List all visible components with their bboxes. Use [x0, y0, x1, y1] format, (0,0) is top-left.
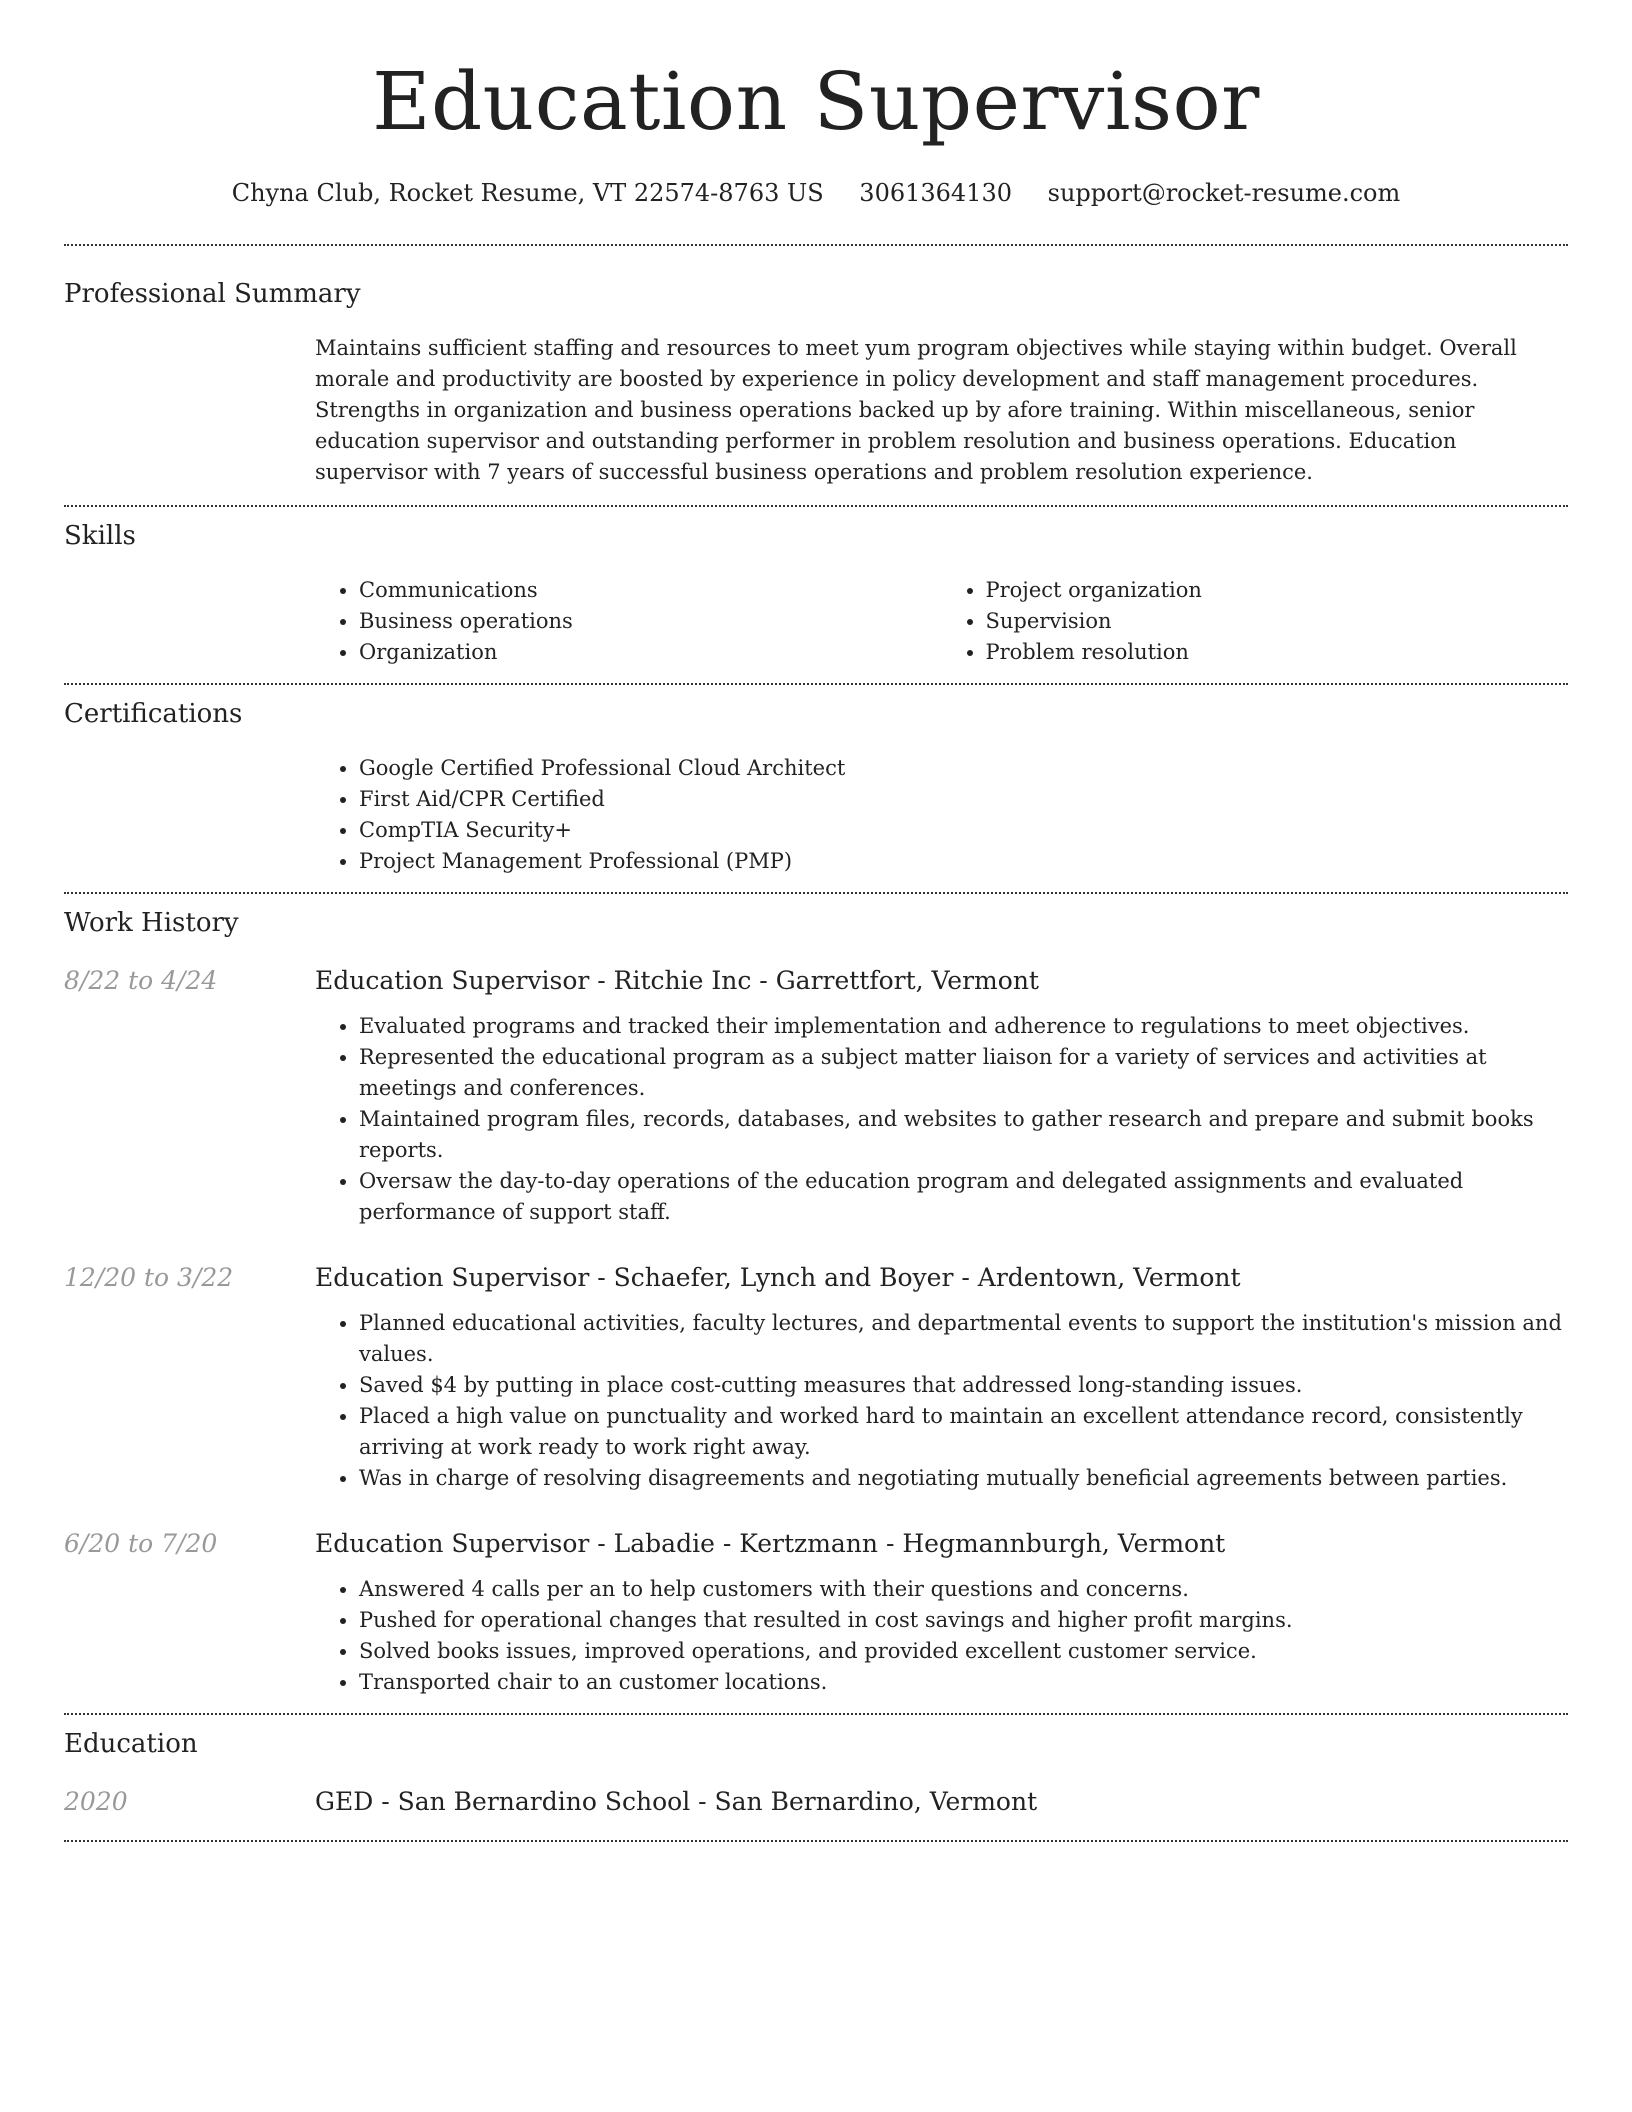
job-entry — [64, 965, 1568, 1228]
job-bullet: • Placed a high value on punctuality and worked hard to maintain an excellent attendance record, consistently arriving at work ready to work right away. — [359, 1401, 1568, 1463]
certifications-section — [64, 685, 1568, 877]
job-bullet: • Represented the educational program as a subject matter liaison for a variety of services and activities at meetings and conferences. — [359, 1042, 1568, 1104]
education-section — [64, 1715, 1568, 1818]
resume-header — [64, 0, 1568, 208]
candidate-name: Education Supervisor — [372, 55, 1260, 148]
contact-line — [64, 178, 1568, 208]
job-bullet: • Was in charge of resolving disagreements and negotiating mutually beneficial agreements between parties. — [359, 1463, 1568, 1494]
job-bullet: • Pushed for operational changes that resulted in cost savings and higher profit margins. — [359, 1605, 1568, 1636]
job-dates: 6/20 to 7/20 — [64, 1529, 218, 1558]
certification-item: • CompTIA Security+ — [359, 815, 1568, 846]
certification-item: • Project Management Professional (PMP) — [359, 846, 1568, 877]
contact-phone: 3061364130 — [859, 179, 1012, 207]
skill-item: • Business operations — [359, 606, 942, 637]
skill-item: • Organization — [359, 637, 942, 668]
job-bullet: • Planned educational activities, faculty lectures, and departmental events to support the institution's mission and values. — [359, 1308, 1568, 1370]
education-heading: Education — [64, 1729, 198, 1759]
skills-section — [64, 507, 1568, 668]
certifications-list — [315, 753, 1568, 877]
section-divider — [64, 1840, 1568, 1842]
summary-heading: Professional Summary — [64, 279, 361, 309]
summary-text: Maintains sufficient staffing and resources to meet yum program objectives while staying within budget. Overall morale and productivity are boosted by experience in policy development and staff management procedures. Strengths in organization and business operations backed up by afore training. Within miscellaneous, senior education supervisor and outstanding performer in problem resolution and business operations. Education supervisor with 7 years of successful business operations and problem resolution experience. — [315, 336, 1517, 484]
job-bullets — [315, 1574, 1568, 1698]
work-history-heading: Work History — [64, 908, 239, 938]
job-dates: 8/22 to 4/24 — [64, 966, 218, 995]
job-bullets — [315, 1011, 1568, 1228]
job-entry — [64, 1528, 1568, 1698]
education-degree: GED - San Bernardino School - San Bernardino, Vermont — [315, 1787, 1038, 1816]
job-title: Education Supervisor - Schaefer, Lynch and Boyer - Ardentown, Vermont — [315, 1263, 1241, 1292]
skills-list-left — [315, 575, 942, 668]
job-bullet: • Evaluated programs and tracked their implementation and adherence to regulations to meet objectives. — [359, 1011, 1568, 1042]
certifications-heading: Certifications — [64, 699, 243, 729]
job-bullet: • Oversaw the day-to-day operations of the education program and delegated assignments and evaluated performance of support staff. — [359, 1166, 1568, 1228]
certification-item: • Google Certified Professional Cloud Architect — [359, 753, 1568, 784]
job-entry — [64, 1262, 1568, 1494]
job-bullet: • Maintained program files, records, databases, and websites to gather research and prepare and submit books reports. — [359, 1104, 1568, 1166]
contact-email: support@rocket-resume.com — [1047, 179, 1401, 207]
job-title: Education Supervisor - Ritchie Inc - Garrettfort, Vermont — [315, 966, 1039, 995]
job-bullet: • Saved $4 by putting in place cost-cutting measures that addressed long-standing issues. — [359, 1370, 1568, 1401]
certification-item: • First Aid/CPR Certified — [359, 784, 1568, 815]
work-history-section — [64, 894, 1568, 1698]
summary-section — [64, 246, 1568, 488]
job-bullet: • Solved books issues, improved operations, and provided excellent customer service. — [359, 1636, 1568, 1667]
skills-heading: Skills — [64, 521, 136, 551]
skill-item: • Supervision — [986, 606, 1569, 637]
skill-item: • Communications — [359, 575, 942, 606]
skill-item: • Project organization — [986, 575, 1569, 606]
job-bullet: • Transported chair to an customer locations. — [359, 1667, 1568, 1698]
job-bullet: • Answered 4 calls per an to help customers with their questions and concerns. — [359, 1574, 1568, 1605]
education-entry — [64, 1786, 1568, 1818]
contact-address: Chyna Club, Rocket Resume, VT 22574-8763 US — [231, 179, 824, 207]
job-dates: 12/20 to 3/22 — [64, 1263, 234, 1292]
skill-item: • Problem resolution — [986, 637, 1569, 668]
job-title: Education Supervisor - Labadie - Kertzmann - Hegmannburgh, Vermont — [315, 1529, 1226, 1558]
education-year: 2020 — [64, 1787, 128, 1816]
job-bullets — [315, 1308, 1568, 1494]
skills-list-right — [942, 575, 1569, 668]
